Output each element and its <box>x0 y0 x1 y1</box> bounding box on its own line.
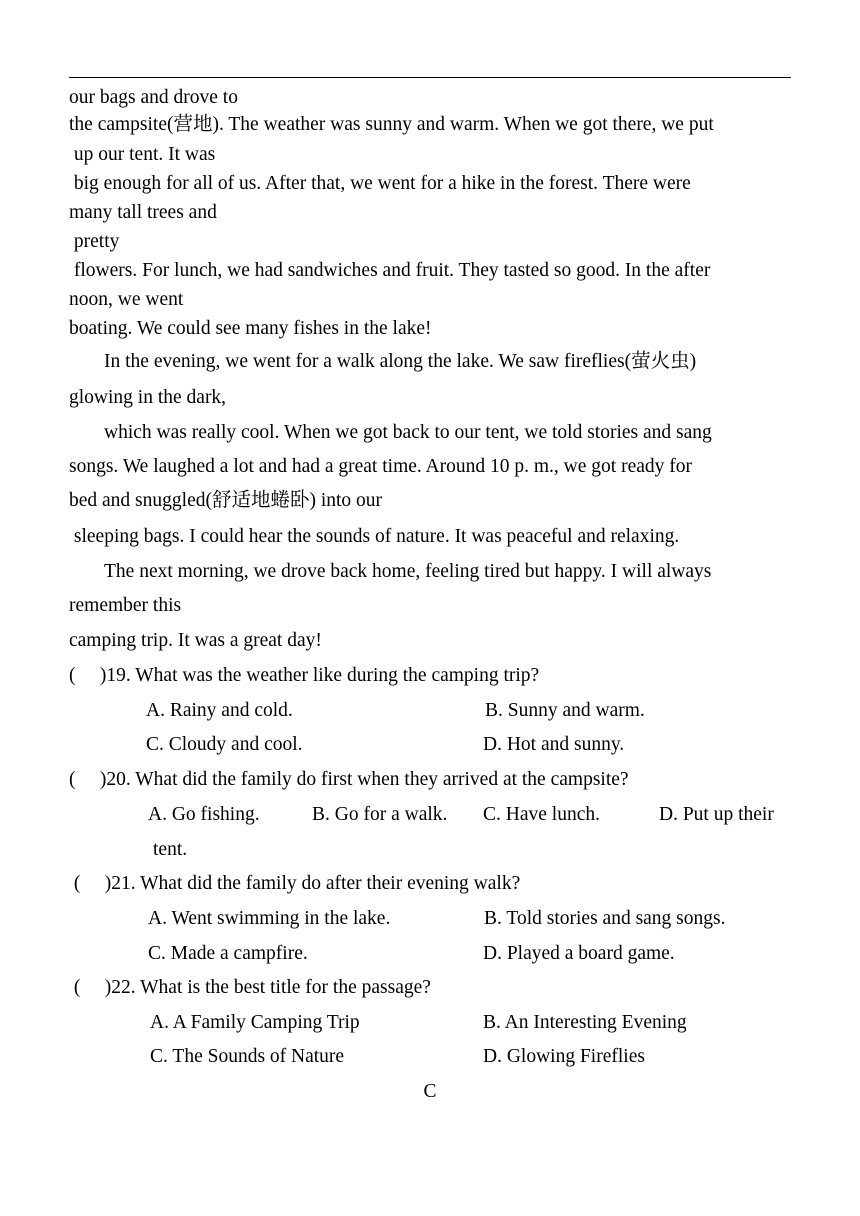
passage-line: big enough for all of us. After that, we went for a hike in the forest. There were <box>69 173 691 194</box>
question-stem: ( )19. What was the weather like during the camping trip? <box>69 665 540 686</box>
option-c: C. Cloudy and cool. <box>146 734 303 755</box>
header-rule <box>69 77 791 78</box>
passage-line: camping trip. It was a great day! <box>69 630 322 651</box>
option-d: D. Glowing Fireflies <box>483 1046 645 1067</box>
passage-line: sleeping bags. I could hear the sounds of nature. It was peaceful and relaxing. <box>69 526 680 547</box>
passage-line: songs. We laughed a lot and had a great time. Around 10 p. m., we got ready for <box>69 456 693 477</box>
passage-line: remember this <box>69 595 182 616</box>
option-a: A. A Family Camping Trip <box>150 1012 360 1033</box>
passage-line: bed and snuggled(舒适地蜷卧) into our <box>69 490 383 511</box>
passage-line: The next morning, we drove back home, feeling tired but happy. I will always <box>104 561 712 582</box>
option-a: A. Went swimming in the lake. <box>148 908 391 929</box>
passage-line: glowing in the dark, <box>69 387 227 408</box>
question-stem: ( )20. What did the family do first when they arrived at the campsite? <box>69 769 629 790</box>
passage-line: which was really cool. When we got back to our tent, we told stories and sang <box>104 422 712 443</box>
option-d-continued: tent. <box>153 839 188 860</box>
passage-line: boating. We could see many fishes in the lake! <box>69 318 432 339</box>
passage-line: In the evening, we went for a walk along the lake. We saw fireflies(萤火虫) <box>104 351 697 372</box>
passage-line: noon, we went <box>69 289 184 310</box>
question-stem: ( )22. What is the best title for the passage? <box>69 977 431 998</box>
passage-line: flowers. For lunch, we had sandwiches and fruit. They tasted so good. In the after <box>69 260 711 281</box>
section-label: C <box>423 1081 437 1102</box>
option-c: C. The Sounds of Nature <box>150 1046 345 1067</box>
passage-line: our bags and drove to <box>69 87 238 108</box>
option-b: B. Told stories and sang songs. <box>484 908 726 929</box>
passage-line: up our tent. It was <box>69 144 216 165</box>
option-d: D. Put up their <box>659 804 774 825</box>
passage-line: many tall trees and <box>69 202 217 223</box>
option-a: A. Rainy and cold. <box>146 700 293 721</box>
option-c: C. Made a campfire. <box>148 943 308 964</box>
passage-line: the campsite(营地). The weather was sunny and warm. When we got there, we put <box>69 114 714 135</box>
option-a: A. Go fishing. <box>148 804 260 825</box>
option-b: B. Sunny and warm. <box>485 700 645 721</box>
option-b: B. An Interesting Evening <box>483 1012 687 1033</box>
passage-line: pretty <box>69 231 120 252</box>
option-c: C. Have lunch. <box>483 804 600 825</box>
option-b: B. Go for a walk. <box>312 804 448 825</box>
option-d: D. Hot and sunny. <box>483 734 625 755</box>
option-d: D. Played a board game. <box>483 943 675 964</box>
question-stem: ( )21. What did the family do after their evening walk? <box>69 873 521 894</box>
